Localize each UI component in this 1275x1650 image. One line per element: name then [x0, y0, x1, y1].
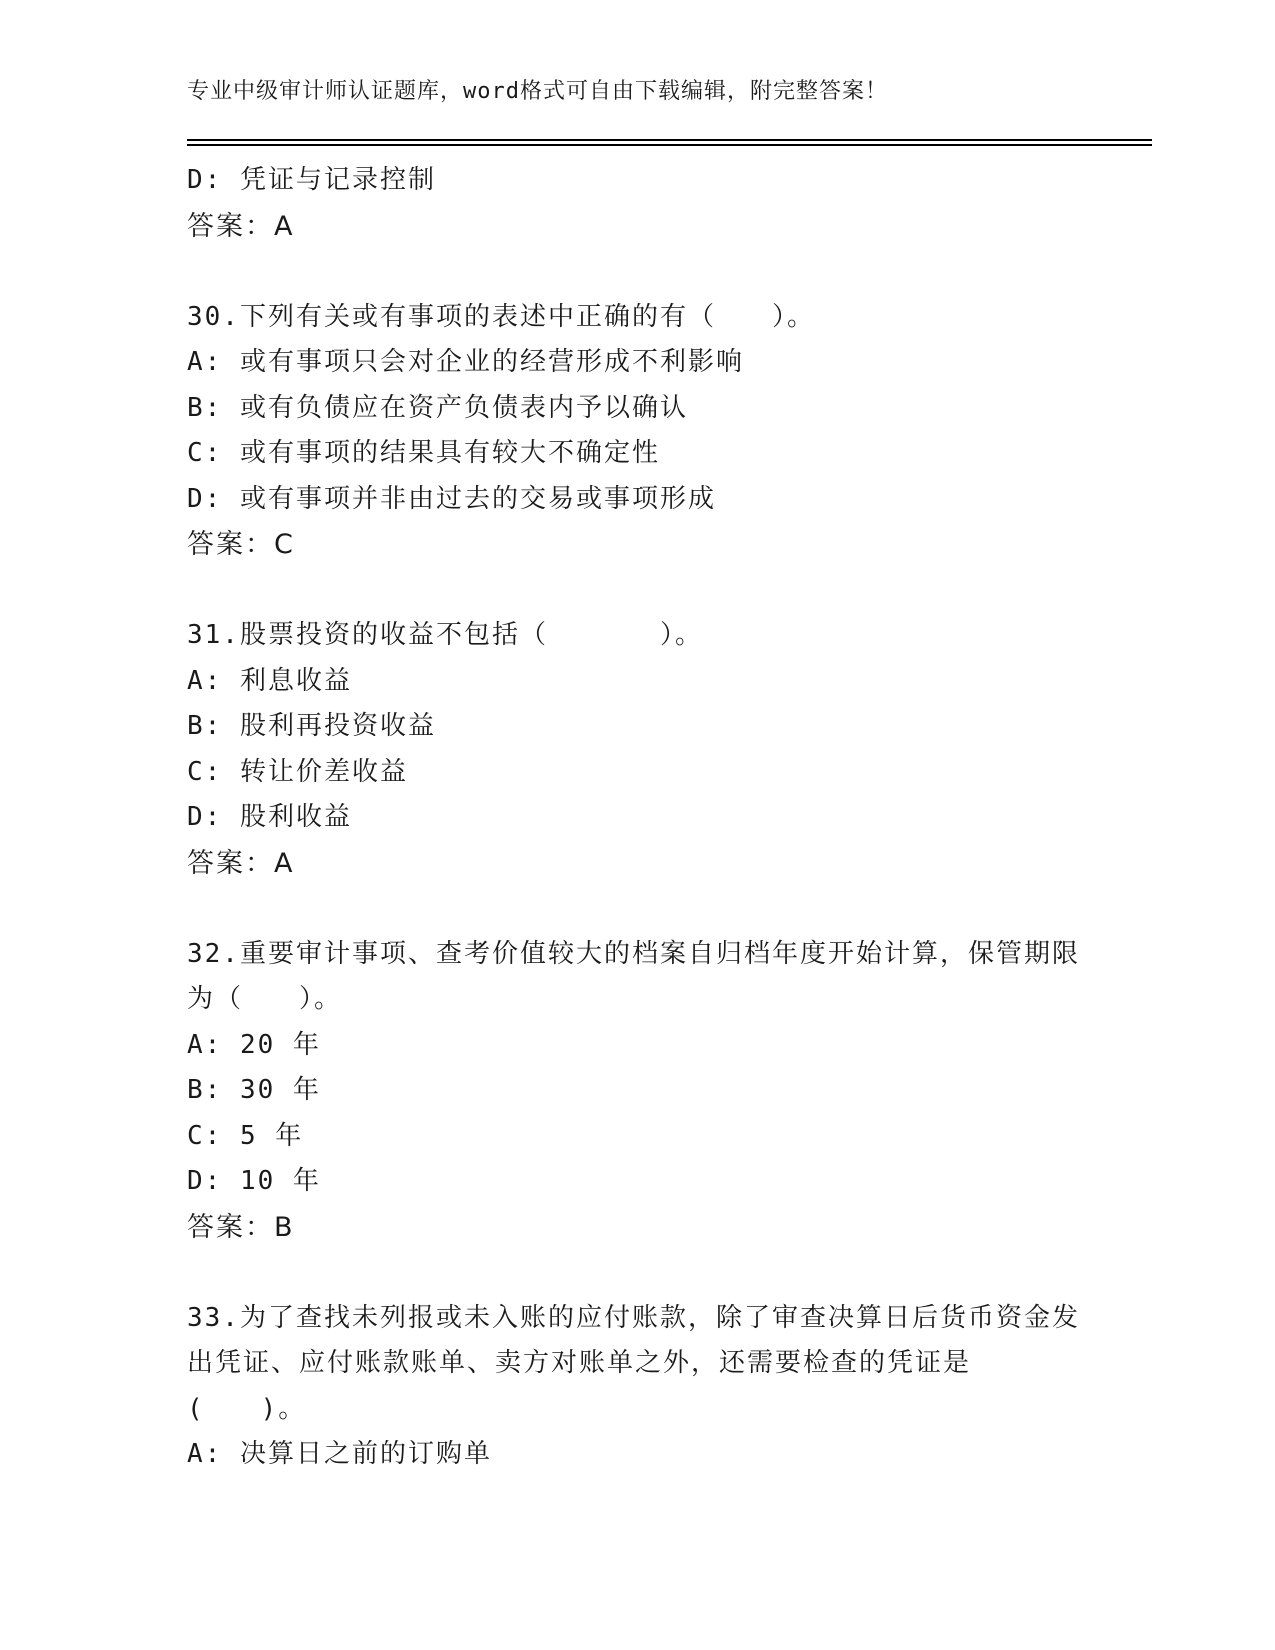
question-content: [187, 158, 1087, 1478]
question-33: [187, 1296, 1087, 1478]
header-rule-bottom: [187, 144, 1152, 146]
question-stem: 30.下列有关或有事项的表述中正确的有（ ）。: [187, 301, 815, 332]
header-rule-top: [187, 139, 1152, 141]
option-a: A: 决算日之前的订购单: [187, 1439, 492, 1469]
option-a: A: 或有事项只会对企业的经营形成不利影响: [187, 347, 744, 377]
answer-line: 答案：B: [187, 1211, 295, 1243]
option-c: C: 5 年: [187, 1120, 304, 1151]
option-c: C: 或有事项的结果具有较大不确定性: [187, 438, 660, 468]
option-d: D: 凭证与记录控制: [187, 165, 436, 195]
answer-line: 答案：A: [187, 847, 295, 879]
question-31: [187, 613, 1087, 886]
option-a: A: 利息收益: [187, 665, 352, 696]
answer-line: 答案：A: [187, 210, 295, 242]
answer-line: 答案：C: [187, 529, 295, 560]
question-32: [187, 932, 1087, 1251]
option-a: A: 20 年: [187, 1029, 321, 1060]
question-stem: 31.股票投资的收益不包括（ ）。: [187, 620, 703, 650]
option-d: D: 10 年: [187, 1166, 321, 1196]
option-c: C: 转让价差收益: [187, 756, 408, 787]
option-b: B: 30 年: [187, 1075, 321, 1105]
question-stem: 32.重要审计事项、查考价值较大的档案自归档年度开始计算，保管期限为（ ）。: [187, 938, 1080, 1014]
page-header: 专业中级审计师认证题库，word格式可自由下载编辑，附完整答案！: [187, 79, 888, 104]
option-d: D: 股利收益: [187, 802, 352, 832]
question-stem: 33.为了查找未列报或未入账的应付账款，除了审查决算日后货币资金发出凭证、应付账款账单、卖方对账单之外，还需要检查的凭证是( )。: [187, 1302, 1080, 1424]
option-b: B: 或有负债应在资产负债表内予以确认: [187, 392, 688, 423]
option-b: B: 股利再投资收益: [187, 711, 436, 741]
option-d: D: 或有事项并非由过去的交易或事项形成: [187, 483, 716, 514]
question-30: [187, 295, 1087, 568]
